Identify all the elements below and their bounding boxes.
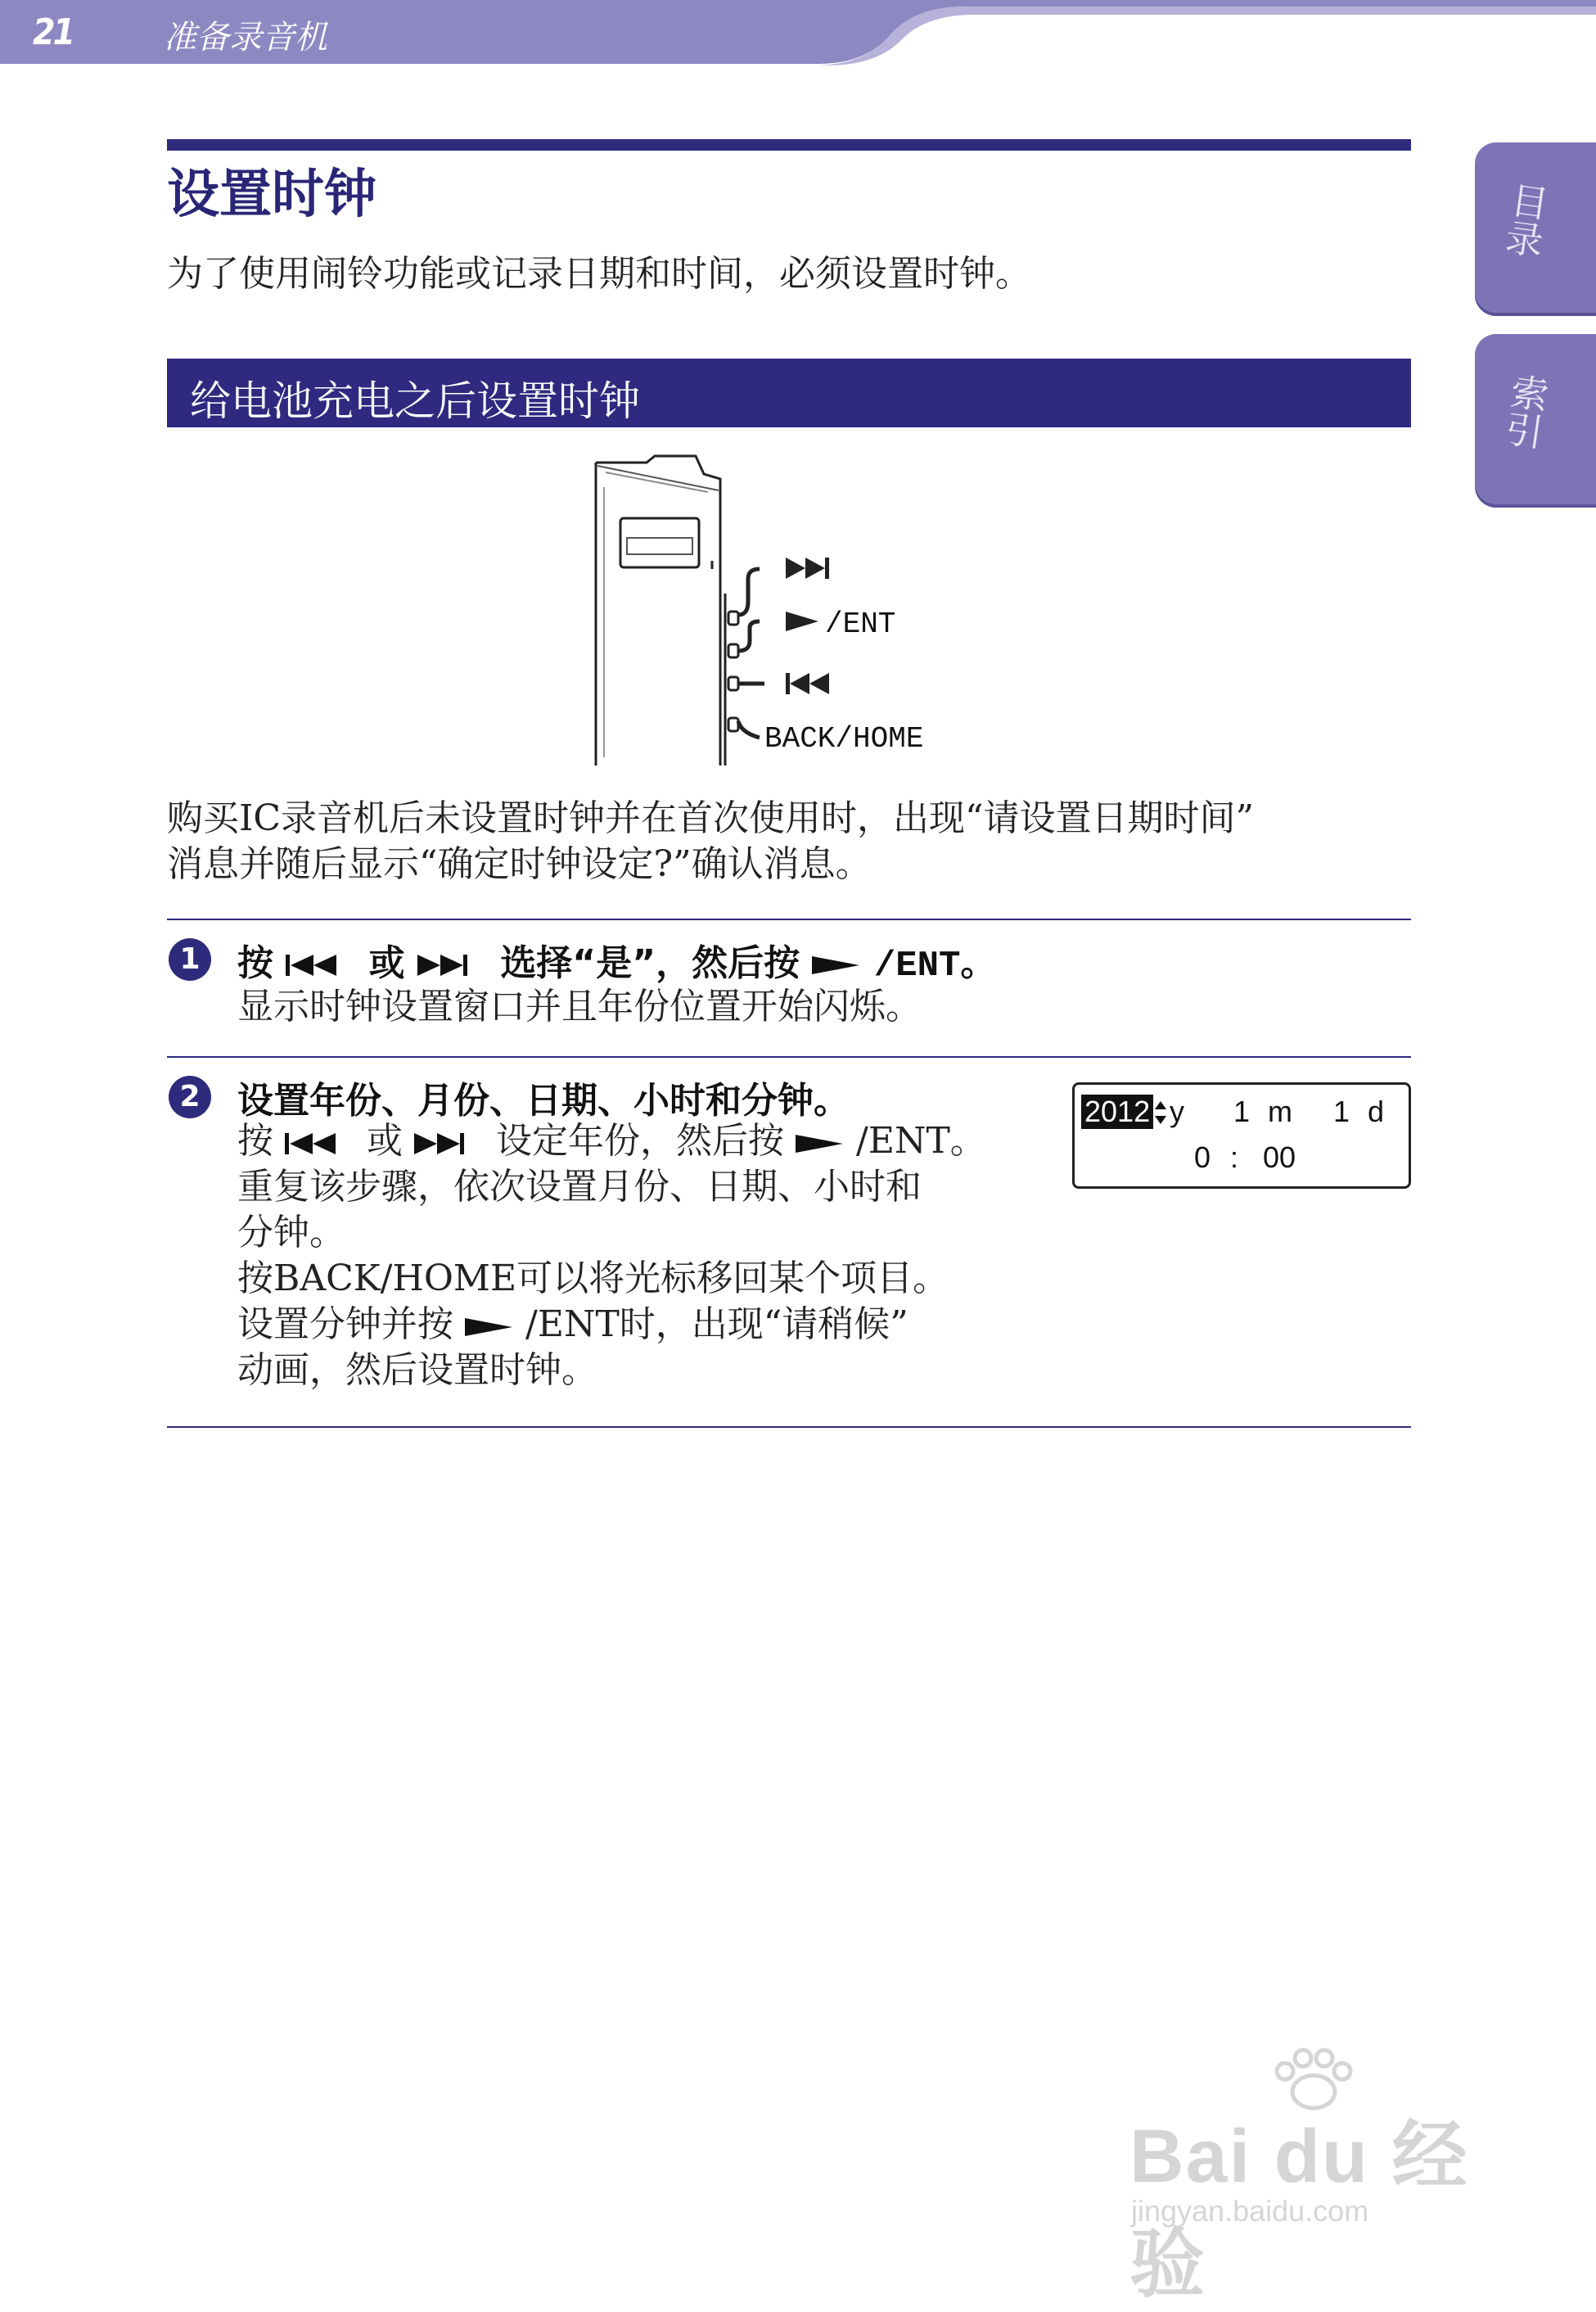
step-text-line <box>237 1118 986 1164</box>
divider <box>167 919 1411 920</box>
text-part: 设置分钟并按 <box>237 1303 453 1345</box>
play-icon <box>812 953 861 978</box>
minute-value: 00 <box>1263 1140 1296 1174</box>
next-track-icon <box>417 953 488 978</box>
step-text-line: 按BACK/HOME可以将光标移回某个项目。 <box>237 1258 949 1299</box>
previous-track-icon <box>786 673 829 694</box>
tab-index[interactable] <box>1475 334 1596 508</box>
hour-value: 0 <box>1194 1140 1211 1174</box>
text-part: 设定年份，然后按 <box>496 1120 784 1162</box>
tab-toc-label: 目录 <box>1497 178 1553 260</box>
step-number-2: 2 <box>169 1076 211 1118</box>
play-icon <box>465 1315 514 1339</box>
step-1-body <box>237 984 922 1030</box>
step-number-1: 1 <box>169 938 211 981</box>
description-line: 购买IC录音机后未设置时钟并在首次使用时，出现“请设置日期时间” <box>167 797 1255 839</box>
next-track-icon <box>414 1131 485 1156</box>
month-value: 1 <box>1233 1095 1251 1128</box>
step-text-line: 重复该步骤，依次设置月份、日期、小时和 <box>237 1166 922 1208</box>
back-home-label: BACK/HOME <box>764 722 924 756</box>
text-part: 按 <box>237 942 273 984</box>
step-text-line: 动画，然后设置时钟。 <box>237 1349 597 1391</box>
section-heading-bar <box>167 359 1411 427</box>
description-line: 消息并随后显示“确定时钟设定?”确认消息。 <box>167 843 872 885</box>
step-1-heading <box>237 933 996 987</box>
year-unit: y <box>1170 1095 1184 1128</box>
previous-track-icon <box>285 1131 355 1156</box>
divider <box>167 1426 1411 1428</box>
play-icon <box>786 612 818 631</box>
divider <box>167 1056 1411 1058</box>
text-part: /ENT。 <box>873 946 997 987</box>
section-heading: 给电池充电之后设置时钟 <box>190 377 640 425</box>
clock-setting-display <box>1072 1082 1411 1189</box>
text-part: 或 <box>368 942 405 984</box>
time-colon: : <box>1230 1140 1239 1174</box>
page-number: 21 <box>33 11 74 53</box>
intro-text: 为了使用闹铃功能或记录日期和时间，必须设置时钟。 <box>167 253 1031 295</box>
day-value: 1 <box>1333 1095 1350 1128</box>
page-header <box>0 0 1596 65</box>
step-2-body <box>237 1118 986 1393</box>
watermark-url: jingyan.baidu.com <box>1131 2194 1369 2228</box>
previous-track-icon <box>286 953 356 978</box>
up-down-arrow-icon <box>1153 1098 1168 1127</box>
tab-index-label: 索引 <box>1497 370 1553 452</box>
tab-table-of-contents[interactable] <box>1475 142 1596 316</box>
text-part: /ENT。 <box>856 1120 986 1162</box>
year-value: 2012 <box>1081 1095 1153 1129</box>
play-ent-label: /ENT <box>825 607 896 641</box>
play-icon <box>796 1131 845 1156</box>
text-part: 或 <box>367 1120 403 1162</box>
watermark-logo: Bai du 经验 <box>1129 2115 1469 2306</box>
description <box>167 796 1254 887</box>
month-unit: m <box>1268 1095 1292 1128</box>
title-rule <box>167 139 1411 151</box>
header-section-title: 准备录音机 <box>164 19 327 56</box>
page-title: 设置时钟 <box>167 165 376 225</box>
baidu-watermark <box>1129 2047 1506 2306</box>
step-text-line: 分钟。 <box>237 1212 345 1253</box>
next-track-icon <box>786 558 829 579</box>
text-part: 选择“是”，然后按 <box>500 942 800 984</box>
text-part: 按 <box>237 1120 273 1162</box>
day-unit: d <box>1368 1095 1385 1128</box>
step-text-line: 显示时钟设置窗口并且年份位置开始闪烁。 <box>237 986 922 1027</box>
text-part: /ENT时，出现“请稍候” <box>525 1303 908 1345</box>
step-text-line <box>237 1302 986 1348</box>
device-illustration <box>573 454 966 777</box>
step-2-heading: 设置年份、月份、日期、小时和分钟。 <box>237 1080 850 1122</box>
